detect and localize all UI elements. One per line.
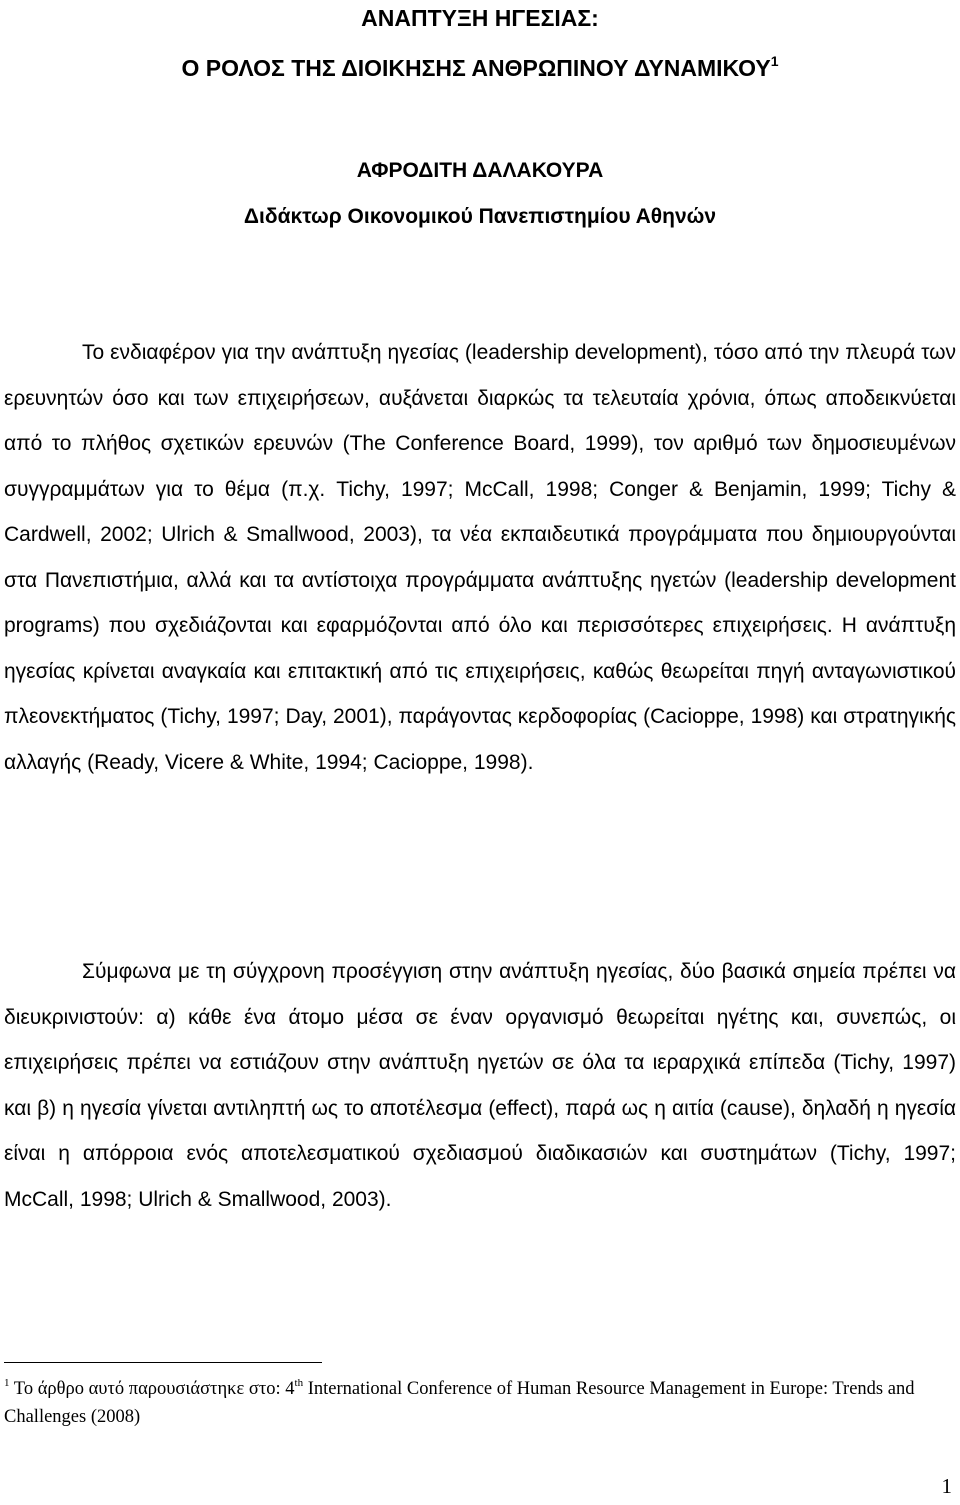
author-name <box>0 157 960 185</box>
footnote-separator <box>4 1362 322 1363</box>
footnote-marker: 1 <box>4 1377 10 1389</box>
body-paragraph-1 <box>4 330 956 785</box>
footnote-text-before: Το άρθρο αυτό παρουσιάστηκε στο: 4 <box>13 1379 295 1399</box>
title-line-1 <box>0 3 960 33</box>
title-text-2: Ο ΡΟΛΟΣ ΤΗΣ ΔΙΟΙΚΗΣΗΣ ΑΝΘΡΩΠΙΝΟΥ ΔΥΝΑΜΙΚΟΥ <box>181 55 771 81</box>
body-paragraph-2-text: Σύμφωνα με τη σύγχρονη προσέγγιση στην ανάπτυξη ηγεσίας, δύο βασικά σημεία πρέπει να διευκρινιστούν: α) κάθε ένα άτομο μέσα σε έναν οργανισμό θεωρείται ηγέτης και, συνεπώς, οι επιχειρήσεις πρέπει να εστιάζουν στην ανάπτυξη ηγετών σε όλα τα ιεραρχικά επίπεδα (Tichy, 1997) και β) η ηγεσία γίνεται αντιληπτή ως το αποτέλεσμα (effect), παρά ως η αιτία (cause), δηλαδή η ηγεσία είναι η απόρροια ενός αποτελεσματικού σχεδιασμού διαδικασιών και συστημάτων (Tichy, 1997; McCall, 1998; Ulrich & Smallwood, 2003). <box>4 960 956 1211</box>
author-name-text: ΑΦΡΟΔΙΤΗ ΔΑΛΑΚΟΥΡΑ <box>356 159 604 182</box>
author-affiliation-text: Διδάκτωρ Οικονομικού Πανεπιστημίου Αθηνών <box>243 205 717 228</box>
page-number: 1 <box>941 1474 952 1498</box>
title-line-2 <box>0 53 960 86</box>
footnote-superscript: th <box>294 1377 304 1389</box>
footnote-text-after: International Conference of Human Resource Management in Europe: Trends and Challenges (2008) <box>4 1379 915 1427</box>
footnote <box>4 1376 944 1430</box>
body-paragraph-2 <box>4 949 956 1222</box>
body-paragraph-1-text: Το ενδιαφέρον για την ανάπτυξη ηγεσίας (leadership development), τόσο από την πλευρά των ερευνητών όσο και των επιχειρήσεων, αυξάνεται διαρκώς τα τελευταία χρόνια, όπως αποδεικνύεται από το πλήθος σχετικών ερευνών (The Conference Board, 1999), τον αριθμό των δημοσιευμένων συγγραμμάτων για το θέμα (π.χ. Tichy, 1997; McCall, 1998; Conger & Benjamin, 1999; Tichy & Cardwell, 2002; Ulrich & Smallwood, 2003), τα νέα εκπαιδευτικά προγράμματα που δημιουργούνται στα Πανεπιστήμια, αλλά και τα αντίστοιχα προγράμματα ανάπτυξης ηγετών (leadership development programs) που σχεδιάζονται και εφαρμόζονται από όλο και περισσότερες επιχειρήσεις. Η ανάπτυξη ηγεσίας κρίνεται αναγκαία και επιτακτική από τις επιχειρήσεις, καθώς θεωρείται πηγή ανταγωνιστικού πλεονεκτήματος (Tichy, 1997; Day, 2001), παράγοντας κερδοφορίας (Cacioppe, 1998) και στρατηγικής αλλαγής (Ready, Vicere & White, 1994; Cacioppe, 1998). <box>4 341 956 774</box>
title-text-1: ΑΝΑΠΤΥΞΗ ΗΓΕΣΙΑΣ: <box>361 5 599 31</box>
title-footnote-marker: 1 <box>770 53 779 69</box>
author-affiliation <box>0 203 960 231</box>
